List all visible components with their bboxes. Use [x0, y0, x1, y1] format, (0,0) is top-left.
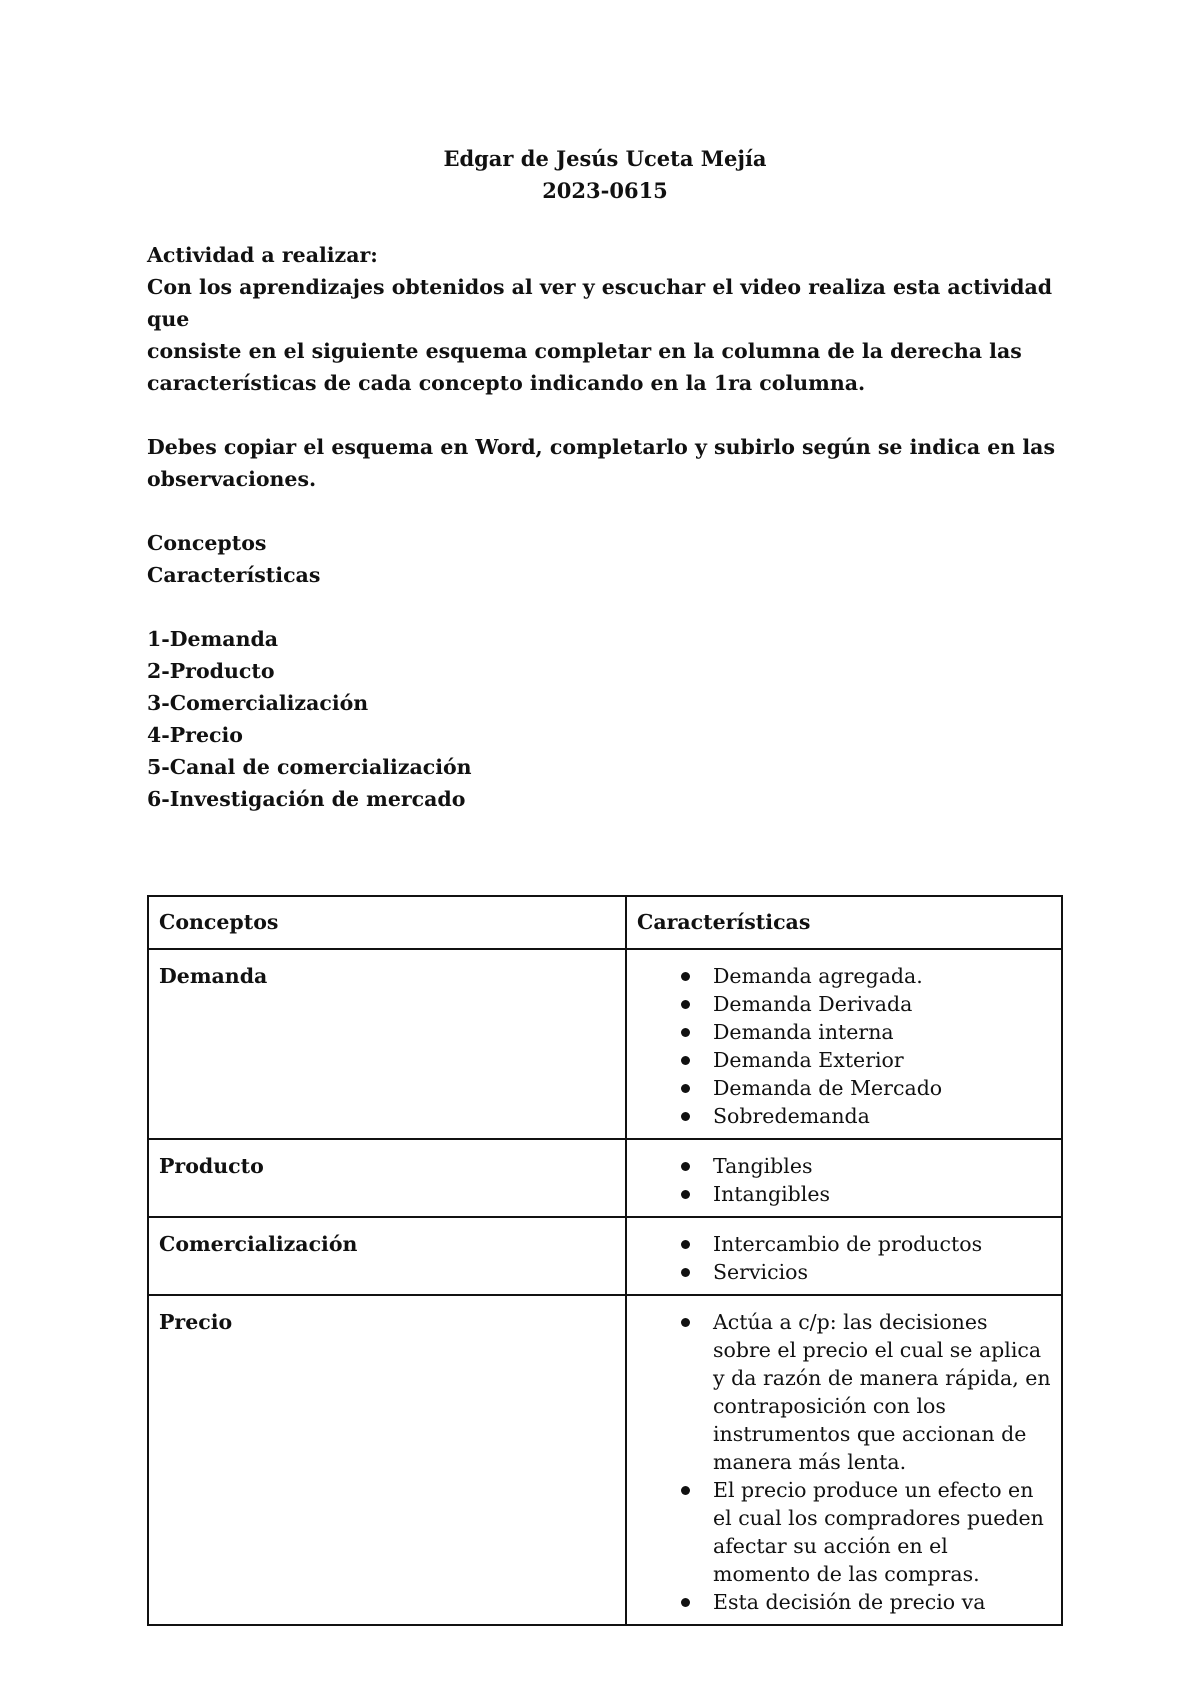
- table-header-characteristics: Características: [626, 896, 1062, 949]
- table-header-concepts: Conceptos: [148, 896, 626, 949]
- bullet-list: [637, 1230, 1051, 1286]
- list-item: Demanda agregada.: [637, 962, 1051, 990]
- instruction-line: observaciones.: [147, 467, 317, 491]
- characteristics-cell: [626, 1295, 1062, 1625]
- instruction-line: características de cada concepto indicando en la 1ra columna.: [147, 371, 866, 395]
- characteristics-cell: [626, 1139, 1062, 1217]
- bullet-icon: [681, 1028, 690, 1037]
- table-row: [148, 1295, 1062, 1625]
- concept-list-item: 1-Demanda: [147, 627, 279, 651]
- column-label-concepts: Conceptos: [147, 531, 267, 555]
- list-item: Intangibles: [637, 1180, 1051, 1208]
- concept-list-item: 6-Investigación de mercado: [147, 787, 466, 811]
- characteristics-cell: [626, 949, 1062, 1139]
- characteristics-cell: [626, 1217, 1062, 1295]
- list-item: Demanda de Mercado: [637, 1074, 1051, 1102]
- author-name: Edgar de Jesús Uceta Mejía: [443, 146, 767, 171]
- instruction-line: Con los aprendizajes obtenidos al ver y escuchar el video realiza esta actividad que: [147, 275, 1053, 331]
- table-row: [148, 949, 1062, 1139]
- concept-list-item: 2-Producto: [147, 659, 275, 683]
- bullet-icon: [681, 972, 690, 981]
- concept-cell: Demanda: [148, 949, 626, 1139]
- bullet-list: [637, 1308, 1051, 1616]
- bullet-icon: [681, 1598, 690, 1607]
- concept-cell: Comercialización: [148, 1217, 626, 1295]
- instruction-line: Debes copiar el esquema en Word, completarlo y subirlo según se indica en las: [147, 435, 1056, 459]
- list-item: Tangibles: [637, 1152, 1051, 1180]
- bullet-icon: [681, 1318, 690, 1327]
- document-page: [147, 143, 1063, 1626]
- bullet-icon: [681, 1162, 690, 1171]
- bullet-icon: [681, 1240, 690, 1249]
- list-item: Servicios: [637, 1258, 1051, 1286]
- bullet-icon: [681, 1084, 690, 1093]
- table-row: [148, 1217, 1062, 1295]
- instruction-line: consiste en el siguiente esquema completar en la columna de la derecha las: [147, 339, 1022, 363]
- list-item: Intercambio de productos: [637, 1230, 1051, 1258]
- student-id: 2023-0615: [542, 178, 668, 203]
- bullet-icon: [681, 1268, 690, 1277]
- bullet-icon: [681, 1112, 690, 1121]
- concept-cell: Precio: [148, 1295, 626, 1625]
- concept-list-item: 5-Canal de comercialización: [147, 755, 472, 779]
- list-item: Demanda Derivada: [637, 990, 1051, 1018]
- bullet-list: [637, 1152, 1051, 1208]
- concept-list: [147, 623, 1063, 815]
- list-item: El precio produce un efecto en el cual los compradores pueden afectar su acción en el momento de las compras.: [637, 1476, 1051, 1588]
- bullet-list: [637, 962, 1051, 1130]
- list-item: Demanda Exterior: [637, 1046, 1051, 1074]
- bullet-icon: [681, 1056, 690, 1065]
- activity-title: Actividad a realizar:: [147, 243, 378, 267]
- concept-cell: Producto: [148, 1139, 626, 1217]
- table-row: [148, 1139, 1062, 1217]
- document-header: [147, 143, 1063, 207]
- bullet-icon: [681, 1000, 690, 1009]
- list-item: Demanda interna: [637, 1018, 1051, 1046]
- table-header-row: [148, 896, 1062, 949]
- bullet-icon: [681, 1190, 690, 1199]
- list-item: Sobredemanda: [637, 1102, 1051, 1130]
- column-label-characteristics: Características: [147, 563, 321, 587]
- list-item: Actúa a c/p: las decisiones sobre el precio el cual se aplica y da razón de manera rápida, en contraposición con los instrumentos que accionan de manera más lenta.: [637, 1308, 1051, 1476]
- activity-instructions: [147, 239, 1063, 815]
- concept-list-item: 4-Precio: [147, 723, 243, 747]
- concept-list-item: 3-Comercialización: [147, 691, 369, 715]
- list-item: Esta decisión de precio va: [637, 1588, 1051, 1616]
- concepts-table: [147, 895, 1063, 1626]
- bullet-icon: [681, 1486, 690, 1495]
